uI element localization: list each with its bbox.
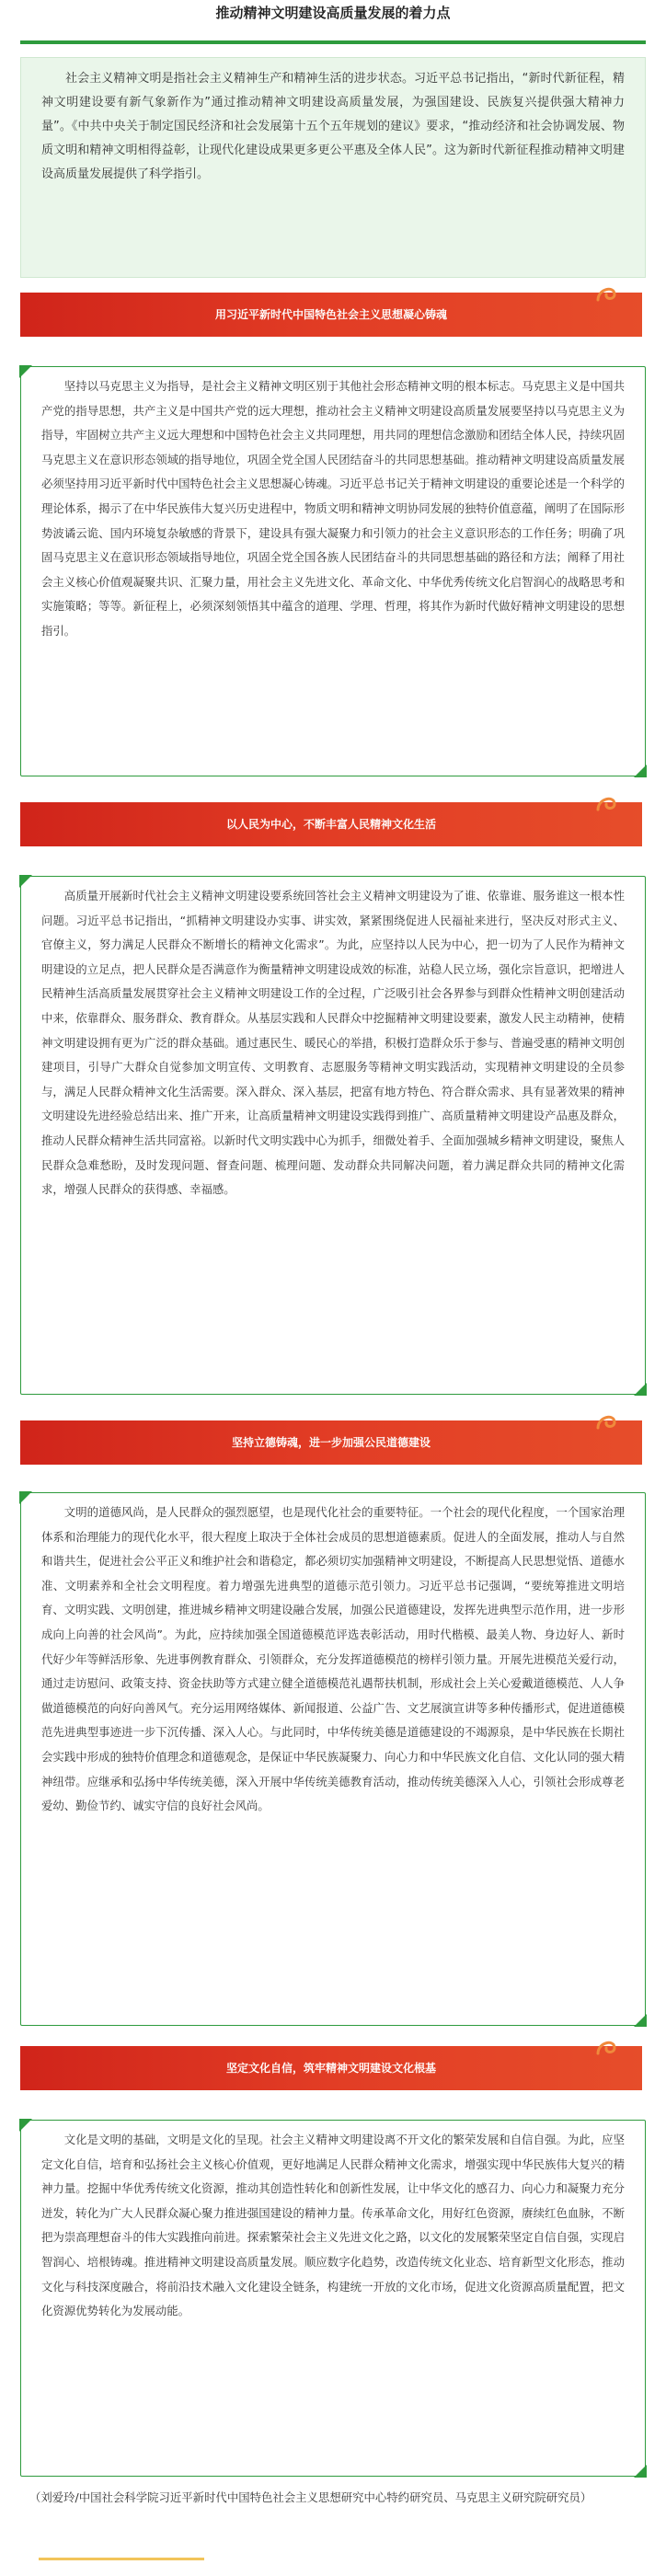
section-body-1: 坚持以马克思主义为指导，是社会主义精神文明区别于其他社会形态精神文明的根本标志。马克思主义是中国共产党的指导思想，共产主义是中国共产党的远大理想，推动社会主义精神文明建设高质量发展要坚持以马克思主义为指导，牢固树立共产主义远大理想和中国特色社会主义共同理想，用共同的理想信念激励和团结全体人民，持续巩固马克思主义在意识形态领域的指导地位，巩固全党全国人民团结奋斗的共同思想基础。推动精神文明建设高质量发展必须坚持用习近平新时代中国特色社会主义思想凝心铸魂。习近平总书记关于精神文明建设的重要论述是一个科学的理论体系，揭示了在中华民族伟大复兴历史进程中，物质文明和精神文明协同发展的独特价值意蕴，阐明了在国际形势波谲云诡、国内环境复杂敏感的背景下，建设具有强大凝聚力和引领力的社会主义意识形态的工作任务；明确了巩固马克思主义在意识形态领域指导地位，巩固全党全国各族人民团结奋斗的共同思想基础的路径和方法；阐释了用社会主义核心价值观凝聚共识、汇聚力量，用社会主义先进文化、革命文化、中华优秀传统文化启智润心的战略思考和实施策略；等等。新征程上，必须深刻领悟其中蕴含的道理、学理、哲理，将其作为新时代做好精神文明建设的思想指引。 bbox=[41, 379, 625, 638]
swirl-icon bbox=[594, 791, 618, 815]
page-title: 推动精神文明建设高质量发展的着力点 bbox=[215, 5, 451, 21]
section-box-2 bbox=[20, 876, 646, 1395]
swirl-icon bbox=[594, 2035, 618, 2059]
section-body-3: 文明的道德风尚，是人民群众的强烈愿望，也是现代化社会的重要特征。一个社会的现代化程度，一个国家治理体系和治理能力的现代化水平，很大程度上取决于全体社会成员的思想道德素质。促进人的全面发展，推动人与自然和谐共生，促进社会公平正义和维护社会和谐稳定，都必须切实加强精神文明建设，不断提高人民思想觉悟、道德水准、文明素养和全社会文明程度。着力增强先进典型的道德示范引领力。习近平总书记强调，“要统筹推进文明培育、文明实践、文明创建，推进城乡精神文明建设融合发展，加强公民道德建设，发挥先进典型示范作用，进一步形成向上向善的社会风尚”。为此，应持续加强全国道德模范评选表彰活动，用时代楷模、最美人物、身边好人、新时代好少年等鲜活形象、先进事例教育群众、引领群众，充分发挥道德模范的榜样引领力量。开展先进模范关爱行动，通过走访慰问、政策支持、资金扶助等方式建立健全道德模范礼遇帮扶机制，形成社会上关心爱戴道德模范、人人争做道德模范的向好向善风气。充分运用网络媒体、新闻报道、公益广告、文艺展演宣讲等多种传播形式，促进道德模范先进典型事迹进一步下沉传播、深入人心。与此同时，中华传统美德是道德建设的不竭源泉，是中华民族在长期社会实践中形成的独特价值理念和道德观念，是保证中华民族凝聚力、向心力和中华民族文化自信、文化认同的强大精神纽带。应继承和弘扬中华传统美德，深入开展中华传统美德教育活动，推动传统美德深入人心，引领社会形成尊老爱幼、勤俭节约、诚实守信的良好社会风尚。 bbox=[41, 1505, 625, 1813]
section-banner-3 bbox=[20, 1420, 642, 1465]
corner-decoration bbox=[634, 2014, 647, 2027]
corner-decoration bbox=[634, 1383, 647, 1396]
section-body-4: 文化是文明的基础，文明是文化的呈现。社会主义精神文明建设离不开文化的繁荣发展和自信自强。为此，应坚定文化自信，培育和弘扬社会主义核心价值观，更好地满足人民群众精神文化需求，增强实现中华民族伟大复兴的精神力量。挖掘中华优秀传统文化资源，推动其创造性转化和创新性发展，让中华文化的感召力、向心力和凝聚力充分迸发，转化为广大人民群众凝心聚力推进强国建设的精神力量。传承革命文化，用好红色资源，赓续红色血脉，不断把为崇高理想奋斗的伟大实践推向前进。探索繁荣社会主义先进文化之路，以文化的发展繁荣坚定自信自强，实现启智润心、培根铸魂。推进精神文明建设高质量发展。顺应数字化趋势，改造传统文化业态、培育新型文化形态，推动文化与科技深度融合，将前沿技术融入文化建设全链条，构建统一开放的文化市场，促进文化资源高质量配置，把文化资源优势转化为发展动能。 bbox=[41, 2133, 625, 2318]
section-heading-3: 坚持立德铸魂，进一步加强公民道德建设 bbox=[231, 1436, 431, 1449]
section-heading-2: 以人民为中心，不断丰富人民精神文化生活 bbox=[225, 818, 436, 831]
section-banner-2 bbox=[20, 802, 642, 846]
section-heading-1: 用习近平新时代中国特色社会主义思想凝心铸魂 bbox=[214, 308, 447, 321]
section-box-4 bbox=[20, 2120, 646, 2477]
corner-decoration bbox=[634, 765, 647, 777]
corner-decoration bbox=[19, 875, 32, 888]
section-heading-4: 坚定文化自信，筑牢精神文明建设文化根基 bbox=[225, 2062, 436, 2075]
corner-decoration bbox=[634, 2465, 647, 2478]
section-banner-4 bbox=[20, 2046, 642, 2090]
section-body-2: 高质量开展新时代社会主义精神文明建设要系统回答社会主义精神文明建设为了谁、依靠谁、服务谁这一根本性问题。习近平总书记指出，“抓精神文明建设办实事、讲实效，紧紧围绕促进人民福祉来进行，坚决反对形式主义、官僚主义，努力满足人民群众不断增长的精神文化需求”。为此，应坚持以人民为中心，把一切为了人民作为精神文明建设的立足点，把人民群众是否满意作为衡量精神文明建设成效的标准，站稳人民立场，强化宗旨意识，把增进人民精神生活高质量发展贯穿社会主义精神文明建设工作的全过程，广泛吸引社会各界参与到群众性精神文明创建活动中来，依靠群众、服务群众、教育群众。从基层实践和人民群众中挖掘精神文明建设要素，激发人民主动精神，使精神文明建设拥有更为广泛的群众基础。通过惠民生、暖民心的举措，积极打造群众乐于参与、普遍受惠的精神文明创建项目，引导广大群众自觉参加文明宣传、文明教育、志愿服务等精神文明实践活动，实现精神文明建设的全员参与，满足人民群众精神文化生活需要。深入群众、深入基层，把富有地方特色、符合群众需求、具有显著效果的精神文明建设先进经验总结出来、推广开来，让高质量精神文明建设实践得到推广、高质量精神文明建设产品惠及群众，推动人民群众精神生活共同富裕。以新时代文明实践中心为抓手，细微处着手、全面加强城乡精神文明建设，聚焦人民群众急难愁盼，及时发现问题、督查问题、梳理问题、发动群众共同解决问题，着力满足群众共同的精神文化需求，增强人民群众的获得感、幸福感。 bbox=[41, 889, 625, 1197]
section-banner-1 bbox=[20, 293, 642, 337]
corner-decoration bbox=[19, 365, 32, 378]
swirl-icon bbox=[594, 282, 618, 305]
swirl-icon bbox=[594, 1409, 618, 1433]
intro-paragraph: 社会主义精神文明是指社会主义精神生产和精神生活的进步状态。习近平总书记指出，“新时代新征程，精神文明建设要有新气象新作为”通过推动精神文明建设高质量发展，为强国建设、民族复兴提供强大精神力量”。《中共中央关于制定国民经济和社会发展第十五个五年规划的建议》要求，“推动经济和社会协调发展、物质文明和精神文明相得益彰，让现代化建设成果更多更公平惠及全体人民”。这为新时代新征程推动精神文明建设高质量发展提供了科学指引。 bbox=[41, 72, 625, 181]
author-credit: （刘爱玲/中国社会科学院习近平新时代中国特色社会主义思想研究中心特约研究员、马克思主义研究院研究员） bbox=[29, 2490, 592, 2504]
corner-decoration bbox=[19, 1491, 32, 1504]
section-box-1 bbox=[20, 366, 646, 776]
title-divider bbox=[20, 40, 646, 44]
intro-box bbox=[20, 57, 646, 278]
corner-decoration bbox=[19, 2119, 32, 2132]
bottom-divider bbox=[39, 2558, 204, 2560]
section-box-3 bbox=[20, 1492, 646, 2026]
